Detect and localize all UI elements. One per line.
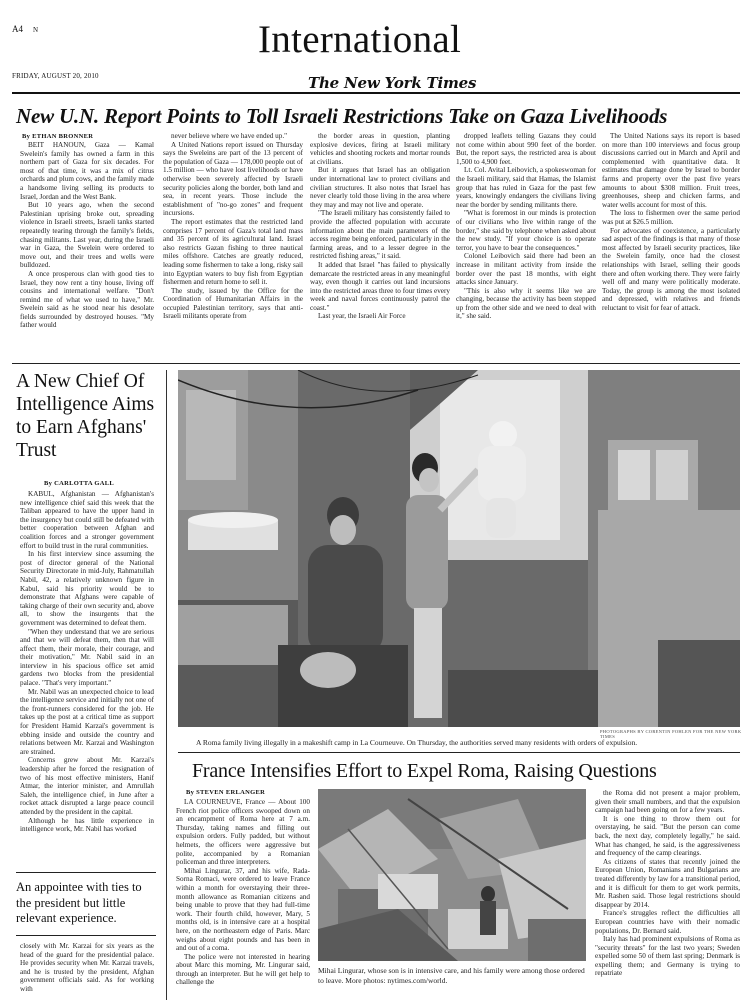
- article-paragraph: The police were not interested in hearing about Marc this morning, Mr. Lingurar said, through an interpreter. But he will get help to challenge the: [176, 952, 310, 987]
- article-paragraph: the border areas in question, planting explosive devices, firing at Israeli military vehicles and shooting rockets and mortar rounds at civilians.: [310, 132, 450, 166]
- photo-caption-debris: Mihai Lingurar, whose son is in intensive care, and his family were among those ordered to leave. More photos: nytimes.com/world.: [318, 966, 585, 985]
- newspaper-logo: The New York Times: [308, 74, 477, 92]
- edition-mark: N: [33, 26, 39, 34]
- article-paragraph: But it argues that Israel has an obligation under international law to protect civilians and civilian structures. It also notes that Israel has never clearly told those living in the area where they may and may not live and operate.: [310, 166, 450, 209]
- dateline: FRIDAY, AUGUST 20, 2010: [12, 72, 99, 80]
- article-paragraph: The United Nations says its report is based on more than 100 interviews and focus group discussions carried out in March and April and complemented with quantitative data. It estimates that damage done by Israel to border farms and property over the past five years amounts to about $308 million. Fruit trees, greenhouses, sheep and chicken farms, and water wells account for most of this.: [602, 132, 740, 209]
- article-paragraph: It is one thing to throw them out for overstaying, he said. "But the person can come back, the next day, completely legally," he said. What has changed, he said, is the aggressiveness and frequency of the camp clearings.: [595, 814, 740, 858]
- article-paragraph: Last year, the Israeli Air Force: [318, 312, 406, 321]
- article-paragraph: Italy has had prominent expulsions of Roma as "security threats" for the last two years; Sweden expelled some 50 of them last spring; Denmark is expelling them; and Germany is trying to repatriate: [595, 935, 740, 978]
- article-continuation-intelligence: closely with Mr. Karzai for six years as the head of the guard for the presidential palace. He provides security when Mr. Karzai travels, and he is trusted by the president, Afghan government officials said. As for working with: [20, 942, 154, 993]
- article-paragraph: "When they understand that we are serious and that we will defeat them, then that will affect them, their morale, their courage, and their motivation," Mr. Nabil said in an interview in his spacious office set amid gardens two blocks from the presidential palace. "That's very important.": [20, 627, 154, 688]
- article-paragraph: Colonel Leibovich said there had been an increase in militant activity from inside the border over the past 18 months, with eight attacks since January.: [456, 252, 596, 287]
- headline-gaza: New U.N. Report Points to Toll Israeli Restrictions Take on Gaza Livelihoods: [16, 104, 668, 128]
- article-paragraph: For advocates of coexistence, a particularly sad aspect of the findings is that many of those most affected by Israeli security practices, like the Swelein family, once had the closest relationships with Israel, selling their goods there and often working there. They were fairly well off and many were politically moderate. Today, the group is among the most isolated and depressed, with relatives and friends reluctant to visit for fear of attack.: [602, 226, 740, 312]
- pullquote-rule-bottom: [16, 935, 156, 936]
- article-column-gaza-3: [310, 132, 450, 360]
- article-paragraph: The report estimates that the restricted land comprises 17 percent of Gaza's total land mass and 35 percent of its agricultural land. Israel also restricts Gazan fishing to three nautical miles offshore. Catches are greatly reduced, leading some fishermen to take a long, risky sail into Egyptian waters to buy fish from Egyptian fishermen and return home to sell it.: [163, 217, 303, 287]
- article-column-gaza-5: [602, 132, 740, 360]
- article-paragraph: KABUL, Afghanistan — Afghanistan's new intelligence chief said this week that the Taliban appeared to have the upper hand in the insurgency but could still be defeated with better cooperation between Afghan and coalition forces and a stronger government effort to build trust in the rural communities.: [20, 490, 154, 550]
- article-paragraph: Lt. Col. Avital Leibovich, a spokeswoman for the Israeli military, said that Hamas, the Islamist group that has ruled in Gaza for the past few years, knowingly endangers the civilians living near the border by sending militants there.: [456, 166, 596, 209]
- pullquote-rule-top: [16, 872, 156, 873]
- story-rule: [178, 752, 740, 753]
- section-title: International: [258, 18, 462, 61]
- article-paragraph: Mihai Lingurar, 37, and his wife, Rada-Sorna Romaci, were ordered to leave France within a month for overstaying their three-month allowance as Romanian citizens and being unable to prove that they had full-time work. Their fourth child, however, Mary, 5 months old, is in intensive care at a hospital here, on the northeastern edge of Paris. Marc weighs about eight pounds and has been in and out of a coma.: [176, 866, 310, 953]
- article-paragraph: Although he has little experience in intelligence work, Mr. Nabil has worked: [20, 816, 154, 834]
- article-paragraph: "What is foremost in our minds is protection of our civilians who live within range of the border," she said by telephone when asked about the new study. "If your choice is to operate terror, you have to bear the consequences.": [456, 209, 596, 252]
- headline-intelligence: A New Chief Of Intelligence Aims to Earn Afghans' Trust: [16, 371, 155, 461]
- byline-gaza: By ETHAN BRONNER: [22, 133, 94, 140]
- article-column-gaza-1: [20, 141, 154, 360]
- article-paragraph: Concerns grew about Mr. Karzai's leadership after he forced the resignation of two of his most effective ministers, Hanif Atmar, the interior minister, and Amrullah Saleh, the intelligence chief, in June after a rocket attack disrupted a large peace council attended by the president in the capital.: [20, 756, 154, 816]
- article-paragraph: "This is also why it seems like we are changing, because the activity has been stepped up from the other side and we need to deal with it," she said.: [456, 286, 596, 321]
- article-paragraph: BEIT HANOUN, Gaza — Kamal Swelein's family has owned a farm in this northern part of Gaza for six decades. For most of that time, it was a mix of citrus orchards and plum cows, and the family made a handsome living selling its products to Israel, Jordan and the West Bank.: [20, 141, 154, 201]
- photo-caption-camp: A Roma family living illegally in a makeshift camp in La Courneuve. On Thursday, the authorities served many residents with orders of expulsion.: [196, 738, 638, 747]
- article-paragraph: the Roma did not present a major problem, given their small numbers, and that the expulsion campaign had been going on for a few years.: [595, 789, 740, 815]
- article-paragraph: The study, issued by the Office for the Coordination of Humanitarian Affairs in the occupied Palestinian territory, says that anti-Israeli militants operate from: [163, 286, 303, 321]
- article-column-intelligence: [20, 490, 154, 866]
- article-paragraph: Mr. Nabil was an unexpected choice to lead the intelligence service and initially not one of the front-runners considered for the job. He takes up the post at a critical time as support for President Hamid Karzai's government is ebbing inside and outside the country and relations between Mr. Karzai and Washington are strained.: [20, 687, 154, 756]
- article-column-gaza-4: [456, 132, 596, 360]
- article-paragraph: A once prosperous clan with good ties to Israel, they now rent a tiny house, living off cousins and international welfare. "Don't remind me of what we used to have," Mr. Swelein said as he stood near his desolate fields surrounded by destroyed houses. "My father would: [20, 269, 154, 330]
- masthead-rule: [12, 92, 740, 94]
- photo-credit: PHOTOGRAPHS BY CORENTIN FOHLEN FOR THE NEW YORK TIMES: [600, 729, 742, 739]
- byline-roma: By STEVEN ERLANGER: [186, 789, 266, 796]
- photo-roma-camp: [178, 370, 740, 727]
- headline-roma: France Intensifies Effort to Expel Roma, Raising Questions: [192, 760, 657, 782]
- article-paragraph: In his first interview since assuming the post of director general of the National Security Directorate in mid-July, Rahmatullah Nabil, 42, a relatively unknown figure in Kabul, said his priority would be to demonstrate that Afghans were capable of taking charge of their own security and, above all, to show the insurgents that the government was determined to defeat them.: [20, 550, 154, 627]
- column-divider: [166, 370, 167, 1000]
- byline-intelligence: By CARLOTTA GALL: [44, 480, 115, 487]
- article-paragraph: But 10 years ago, when the second Palestinian uprising broke out, spreading violence in Israeli streets, Israeli tanks started repeatedly tearing through the family's fields, chasing militants. Last year, during the Israeli war in Gaza, the Swelein were ordered to move out, and their trees and wells were bulldozed.: [20, 201, 154, 270]
- article-paragraph: A United Nations report issued on Thursday says the Sweleins are part of the 13 percent of the population of Gaza — 178,000 people out of 1.5 million — who have lost livelihoods or have otherwise been severely affected by Israeli security policies along the border, both land and sea, in recent years. Those include the establishment of "no-go zones" and frequent incursions.: [163, 140, 303, 218]
- article-paragraph: LA COURNEUVE, France — About 100 French riot police officers swooped down on an encampment of Roma here at 7 a.m. Thursday, taking names and filling out expulsion orders. Fully padded, but without helmets, the officers were aggressive but polite, accompanied by a Romanian policeman and three interpreters.: [176, 798, 310, 867]
- photo-roma-debris: [318, 789, 586, 961]
- article-column-roma-2: [595, 789, 740, 1000]
- pullquote-intelligence: An appointee with ties to the president but little relevant experience.: [16, 880, 142, 925]
- article-paragraph: The loss to fishermen over the same period was put at $26.5 million.: [602, 209, 740, 226]
- article-column-gaza-2: [163, 132, 303, 360]
- article-column-roma-1: [176, 798, 310, 1000]
- article-paragraph: France's struggles reflect the difficulties all European countries have with their nomadic populations, Dr. Bernard said.: [595, 909, 740, 935]
- article-paragraph: dropped leaflets telling Gazans they could not come within about 990 feet of the border. But, the report says, the restricted area is about 1,500 to 4,900 feet.: [456, 132, 596, 166]
- article-paragraph: As citizens of states that recently joined the European Union, Romanians and Bulgarians are treated differently by law for a transitional period, and it is difficult for them to get work permits, Mr. Rashen said. Those legal restrictions should disappear by 2014.: [595, 857, 740, 909]
- page-number: A4 N: [12, 24, 39, 34]
- article-paragraph: "The Israeli military has consistently failed to provide the affected population with accurate information about the main parameters of the access regime being enforced, particularly in the farming areas, and to a lesser degree in the restricted fishing areas," it said.: [310, 209, 450, 261]
- article-paragraph: It added that Israel "has failed to physically demarcate the restricted areas in any meaningful way, even though it carries out land incursions into the restricted areas three to four times every week and naval forces continuously patrol the coast.": [310, 260, 450, 312]
- article-paragraph: never believe where we have ended up.": [171, 132, 288, 140]
- section-rule: [12, 363, 740, 364]
